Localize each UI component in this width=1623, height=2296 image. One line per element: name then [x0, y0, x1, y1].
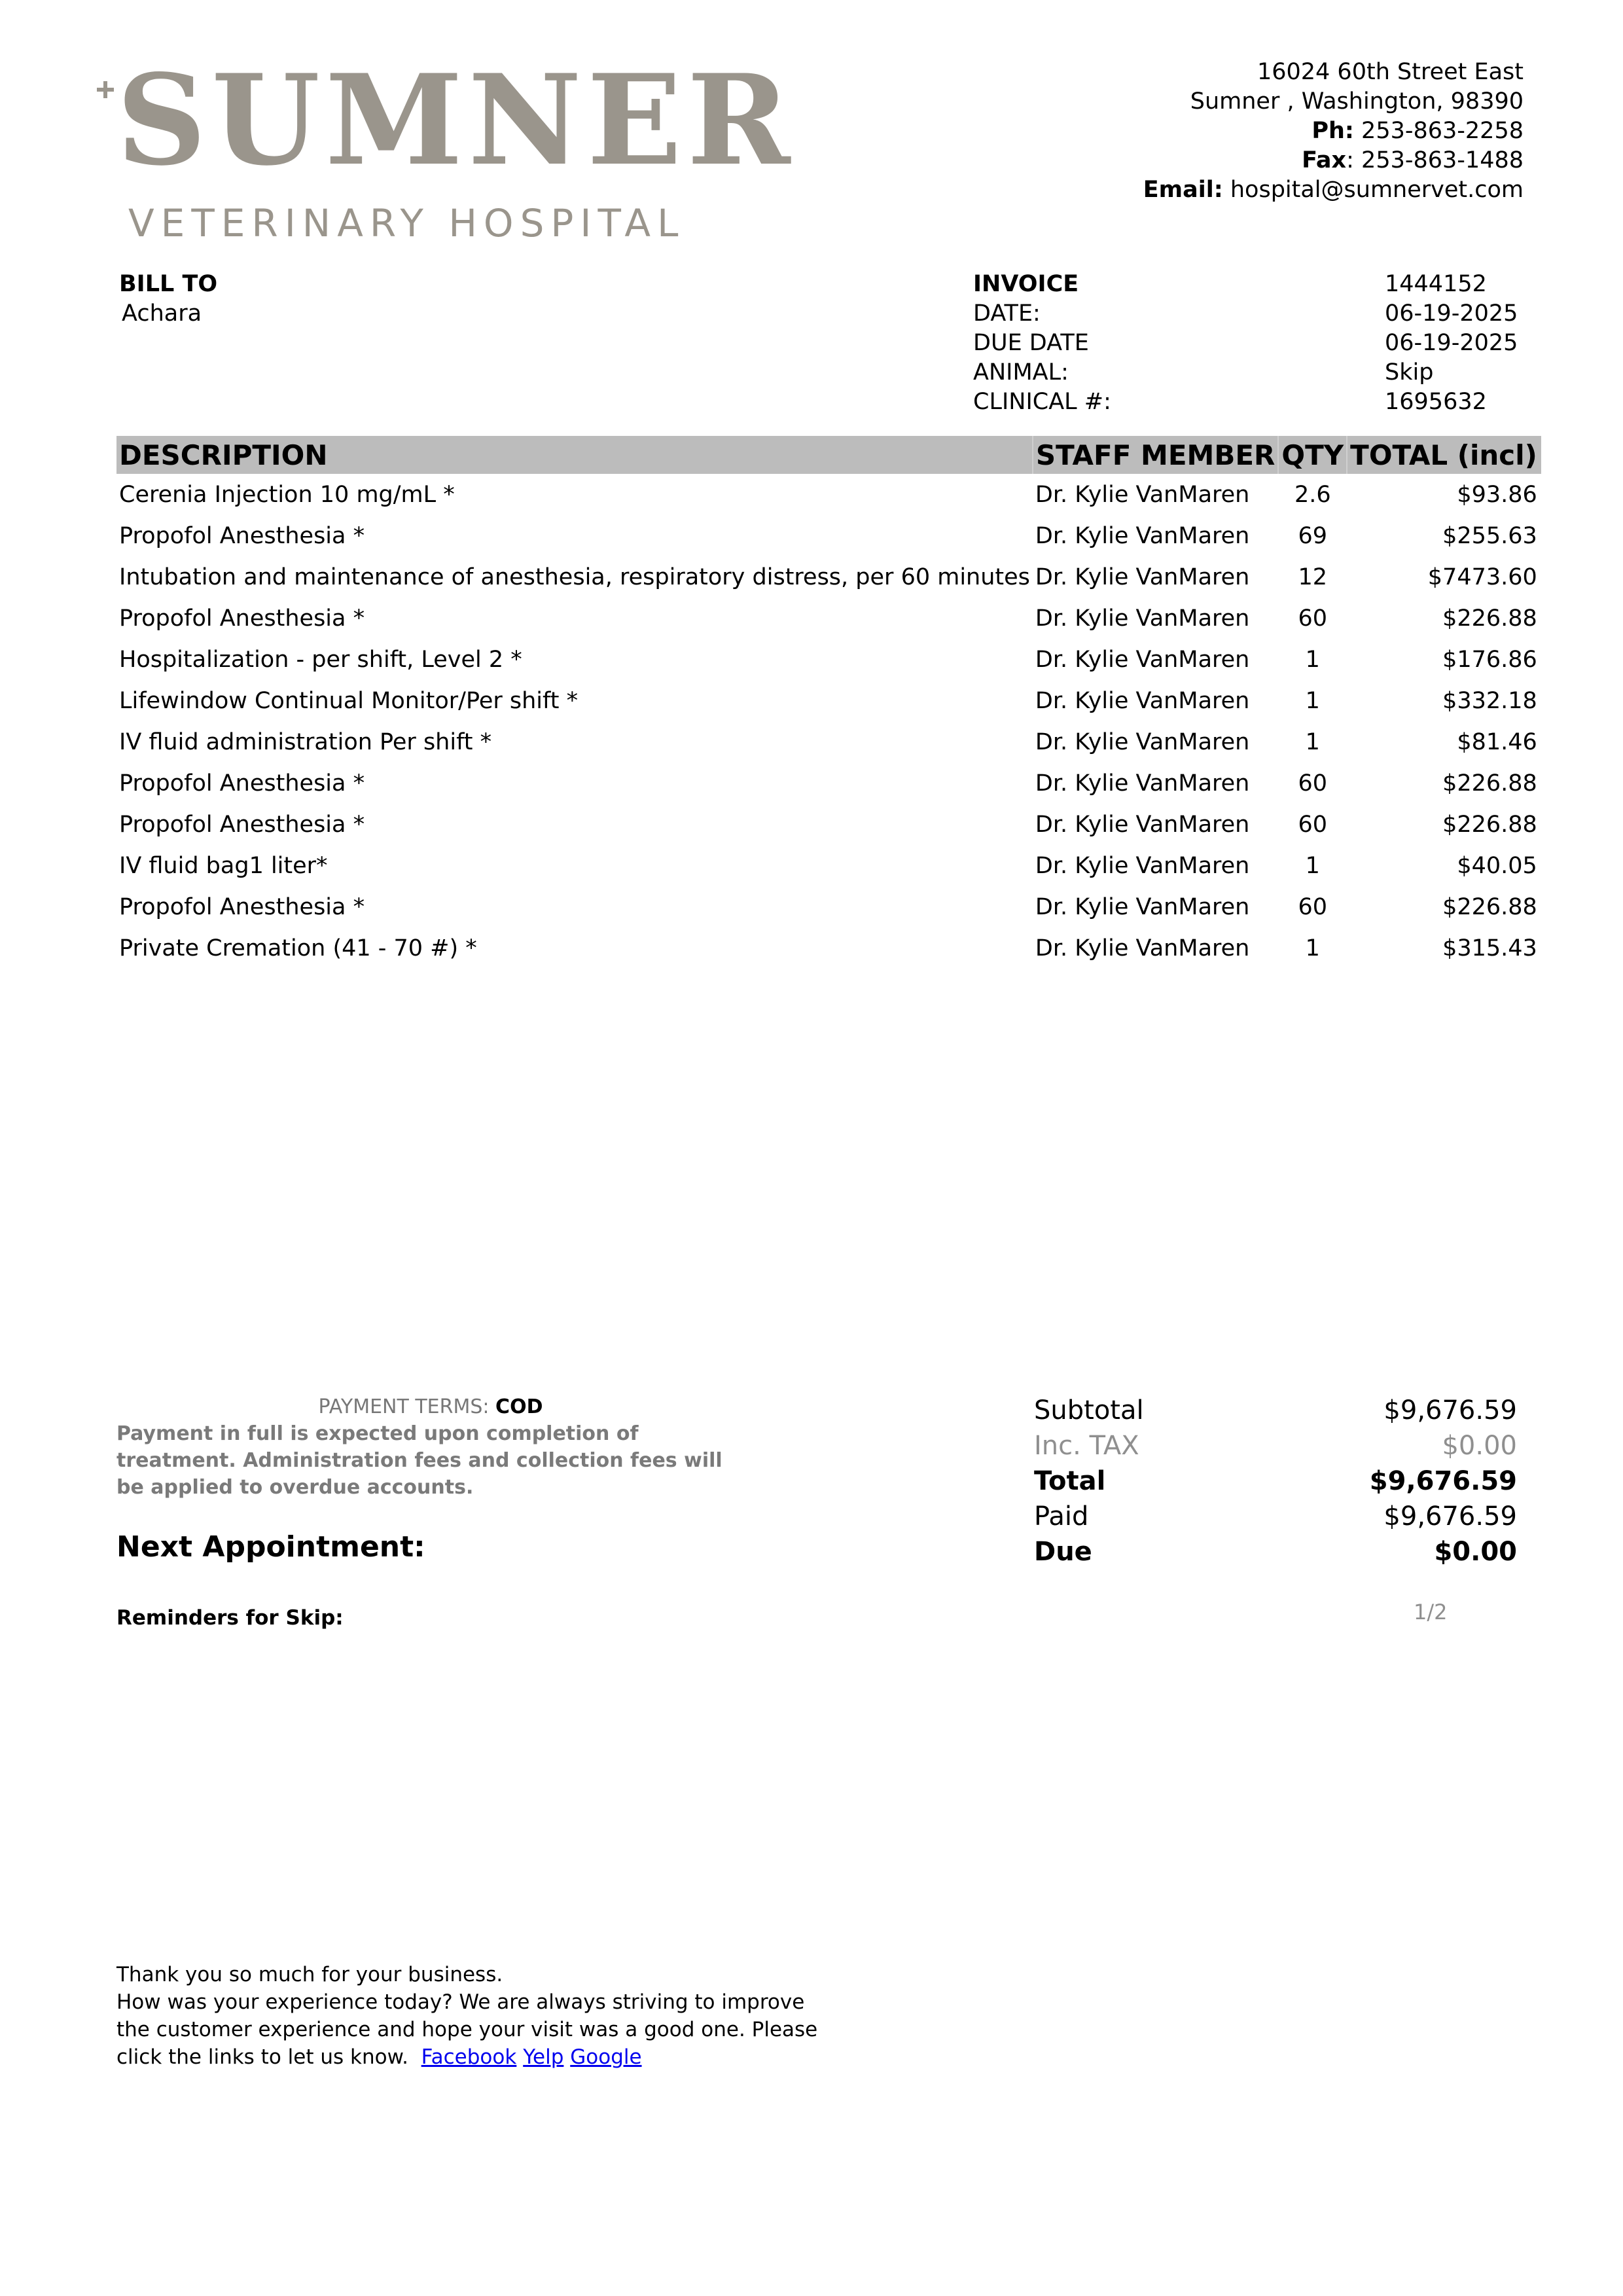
- email-line: [1143, 175, 1524, 205]
- bill-to-name: Achara: [122, 300, 202, 327]
- due-date: 06-19-2025: [1385, 330, 1518, 356]
- phone-label: Ph:: [1311, 118, 1354, 144]
- bill-to-heading: BILL TO: [119, 271, 218, 297]
- table-row: [116, 474, 1541, 515]
- item-description: IV fluid bag1 liter*: [119, 852, 328, 879]
- item-total: $226.88: [1442, 770, 1537, 797]
- item-staff: Dr. Kylie VanMaren: [1035, 728, 1250, 755]
- medical-cross-icon: [97, 81, 114, 98]
- item-description: IV fluid administration Per shift *: [119, 728, 492, 755]
- phone-value: 253-863-2258: [1361, 118, 1524, 144]
- item-qty: 1: [1305, 935, 1320, 961]
- due-row: [1034, 1534, 1517, 1570]
- item-description: Propofol Anesthesia *: [119, 811, 365, 838]
- table-row: [116, 762, 1541, 804]
- item-description: Cerenia Injection 10 mg/mL *: [119, 481, 455, 508]
- reminders-heading: Reminders for Skip:: [116, 1606, 344, 1630]
- item-description: Propofol Anesthesia *: [119, 770, 365, 797]
- address-line-1: 16024 60th Street East: [1257, 59, 1524, 85]
- item-staff: Dr. Kylie VanMaren: [1035, 687, 1250, 714]
- email-value: hospital@sumnervet.com: [1230, 177, 1524, 203]
- item-total: $176.86: [1442, 646, 1537, 673]
- tax-row: [1034, 1428, 1517, 1463]
- item-description: Propofol Anesthesia *: [119, 893, 365, 920]
- tax-value: $0.00: [1442, 1431, 1517, 1461]
- subtotal-row: [1034, 1393, 1517, 1428]
- item-staff: Dr. Kylie VanMaren: [1035, 522, 1250, 549]
- invoice-date: 06-19-2025: [1385, 300, 1518, 327]
- item-description: Hospitalization - per shift, Level 2 *: [119, 646, 522, 673]
- item-qty: 60: [1298, 605, 1328, 632]
- tax-label: Inc. TAX: [1034, 1431, 1139, 1461]
- email-label: Email:: [1143, 177, 1223, 203]
- table-row: [116, 927, 1541, 969]
- item-qty: 1: [1305, 646, 1320, 673]
- table-header-row: [116, 436, 1541, 474]
- table-row: [116, 639, 1541, 680]
- item-total: $315.43: [1442, 935, 1537, 961]
- subtotal-value: $9,676.59: [1383, 1395, 1517, 1426]
- item-qty: 12: [1298, 564, 1328, 590]
- header-qty: QTY: [1278, 436, 1347, 474]
- invoice-number: 1444152: [1385, 271, 1487, 297]
- feedback-paragraph: [116, 1988, 843, 2071]
- paid-label: Paid: [1034, 1501, 1089, 1532]
- item-total: $81.46: [1457, 728, 1537, 755]
- item-staff: Dr. Kylie VanMaren: [1035, 935, 1250, 961]
- header-description: DESCRIPTION: [116, 436, 1033, 474]
- item-total: $332.18: [1442, 687, 1537, 714]
- facebook-link[interactable]: Facebook: [421, 2045, 517, 2069]
- item-total: $7473.60: [1427, 564, 1537, 590]
- payment-terms-heading: [116, 1394, 745, 1420]
- logo-subtitle: VETERINARY HOSPITAL: [128, 201, 685, 245]
- paid-row: [1034, 1499, 1517, 1534]
- item-total: $40.05: [1457, 852, 1537, 879]
- invoice-meta-values: [1385, 270, 1518, 417]
- line-items-table: [116, 436, 1541, 969]
- item-description: Propofol Anesthesia *: [119, 522, 365, 549]
- item-description: Lifewindow Continual Monitor/Per shift *: [119, 687, 579, 714]
- subtotal-label: Subtotal: [1034, 1395, 1144, 1426]
- item-qty: 2.6: [1294, 481, 1331, 508]
- payment-terms-body: Payment in full is expected upon completion of treatment. Administration fees and collection fees will be applied to overdue accounts.: [116, 1422, 722, 1499]
- item-qty: 1: [1305, 728, 1320, 755]
- header-total: TOTAL (incl): [1347, 436, 1541, 474]
- total-label: Total: [1034, 1466, 1106, 1496]
- google-link[interactable]: Google: [570, 2045, 642, 2069]
- totals-summary: [1034, 1393, 1517, 1570]
- payment-terms-label: PAYMENT TERMS:: [318, 1395, 496, 1418]
- thank-you-line: Thank you so much for your business.: [116, 1963, 503, 1986]
- fax-label: Fax: [1302, 147, 1347, 173]
- table-row: [116, 804, 1541, 845]
- item-description: Propofol Anesthesia *: [119, 605, 365, 632]
- table-row: [116, 515, 1541, 556]
- item-qty: 60: [1298, 811, 1328, 838]
- due-label: Due: [1034, 1537, 1092, 1567]
- item-total: $226.88: [1442, 605, 1537, 632]
- logo-wordmark: SUMNER: [116, 55, 796, 186]
- invoice-meta-labels: [973, 270, 1111, 417]
- item-staff: Dr. Kylie VanMaren: [1035, 564, 1250, 590]
- table-row: [116, 556, 1541, 598]
- item-total: $93.86: [1457, 481, 1537, 508]
- phone-line: [1143, 117, 1524, 146]
- item-qty: 60: [1298, 770, 1328, 797]
- item-qty: 60: [1298, 893, 1328, 920]
- clinic-address: [1143, 58, 1524, 205]
- fax-line: [1143, 146, 1524, 175]
- page-indicator: 1/2: [1414, 1600, 1448, 1624]
- clinical-number: 1695632: [1385, 389, 1487, 415]
- item-total: $226.88: [1442, 811, 1537, 838]
- animal-name: Skip: [1385, 359, 1434, 386]
- item-staff: Dr. Kylie VanMaren: [1035, 811, 1250, 838]
- payment-terms: [116, 1394, 745, 1501]
- table-row: [116, 598, 1541, 639]
- item-staff: Dr. Kylie VanMaren: [1035, 646, 1250, 673]
- header-staff-member: STAFF MEMBER: [1033, 436, 1278, 474]
- fax-value: : 253-863-1488: [1346, 147, 1524, 173]
- table-row: [116, 845, 1541, 886]
- item-description: Intubation and maintenance of anesthesia, respiratory distress, per 60 minutes: [119, 564, 1030, 590]
- table-body: [116, 474, 1541, 969]
- date-label: DATE:: [973, 300, 1041, 327]
- footer-message: [116, 1961, 843, 2071]
- animal-label: ANIMAL:: [973, 359, 1069, 386]
- invoice-label: INVOICE: [973, 271, 1079, 297]
- paid-value: $9,676.59: [1383, 1501, 1517, 1532]
- item-staff: Dr. Kylie VanMaren: [1035, 770, 1250, 797]
- item-qty: 69: [1298, 522, 1328, 549]
- due-value: $0.00: [1434, 1537, 1517, 1567]
- item-total: $255.63: [1442, 522, 1537, 549]
- table-row: [116, 886, 1541, 927]
- next-appointment-heading: Next Appointment:: [116, 1530, 425, 1564]
- yelp-link[interactable]: Yelp: [523, 2045, 564, 2069]
- clinic-logo: [116, 55, 796, 251]
- due-date-label: DUE DATE: [973, 330, 1089, 356]
- item-staff: Dr. Kylie VanMaren: [1035, 481, 1250, 508]
- address-line-2: Sumner , Washington, 98390: [1190, 88, 1524, 115]
- item-qty: 1: [1305, 852, 1320, 879]
- payment-terms-value: COD: [495, 1395, 543, 1418]
- total-row: [1034, 1463, 1517, 1499]
- table-row: [116, 680, 1541, 721]
- item-qty: 1: [1305, 687, 1320, 714]
- bill-to: [119, 270, 217, 329]
- item-description: Private Cremation (41 - 70 #) *: [119, 935, 477, 961]
- item-staff: Dr. Kylie VanMaren: [1035, 605, 1250, 632]
- table-row: [116, 721, 1541, 762]
- clinical-label: CLINICAL #:: [973, 389, 1111, 415]
- item-staff: Dr. Kylie VanMaren: [1035, 893, 1250, 920]
- total-value: $9,676.59: [1369, 1466, 1517, 1496]
- item-staff: Dr. Kylie VanMaren: [1035, 852, 1250, 879]
- item-total: $226.88: [1442, 893, 1537, 920]
- feedback-text: How was your experience today? We are always striving to improve the customer experience and hope your visit was a good one. Please click the links to let us know.: [116, 1990, 818, 2069]
